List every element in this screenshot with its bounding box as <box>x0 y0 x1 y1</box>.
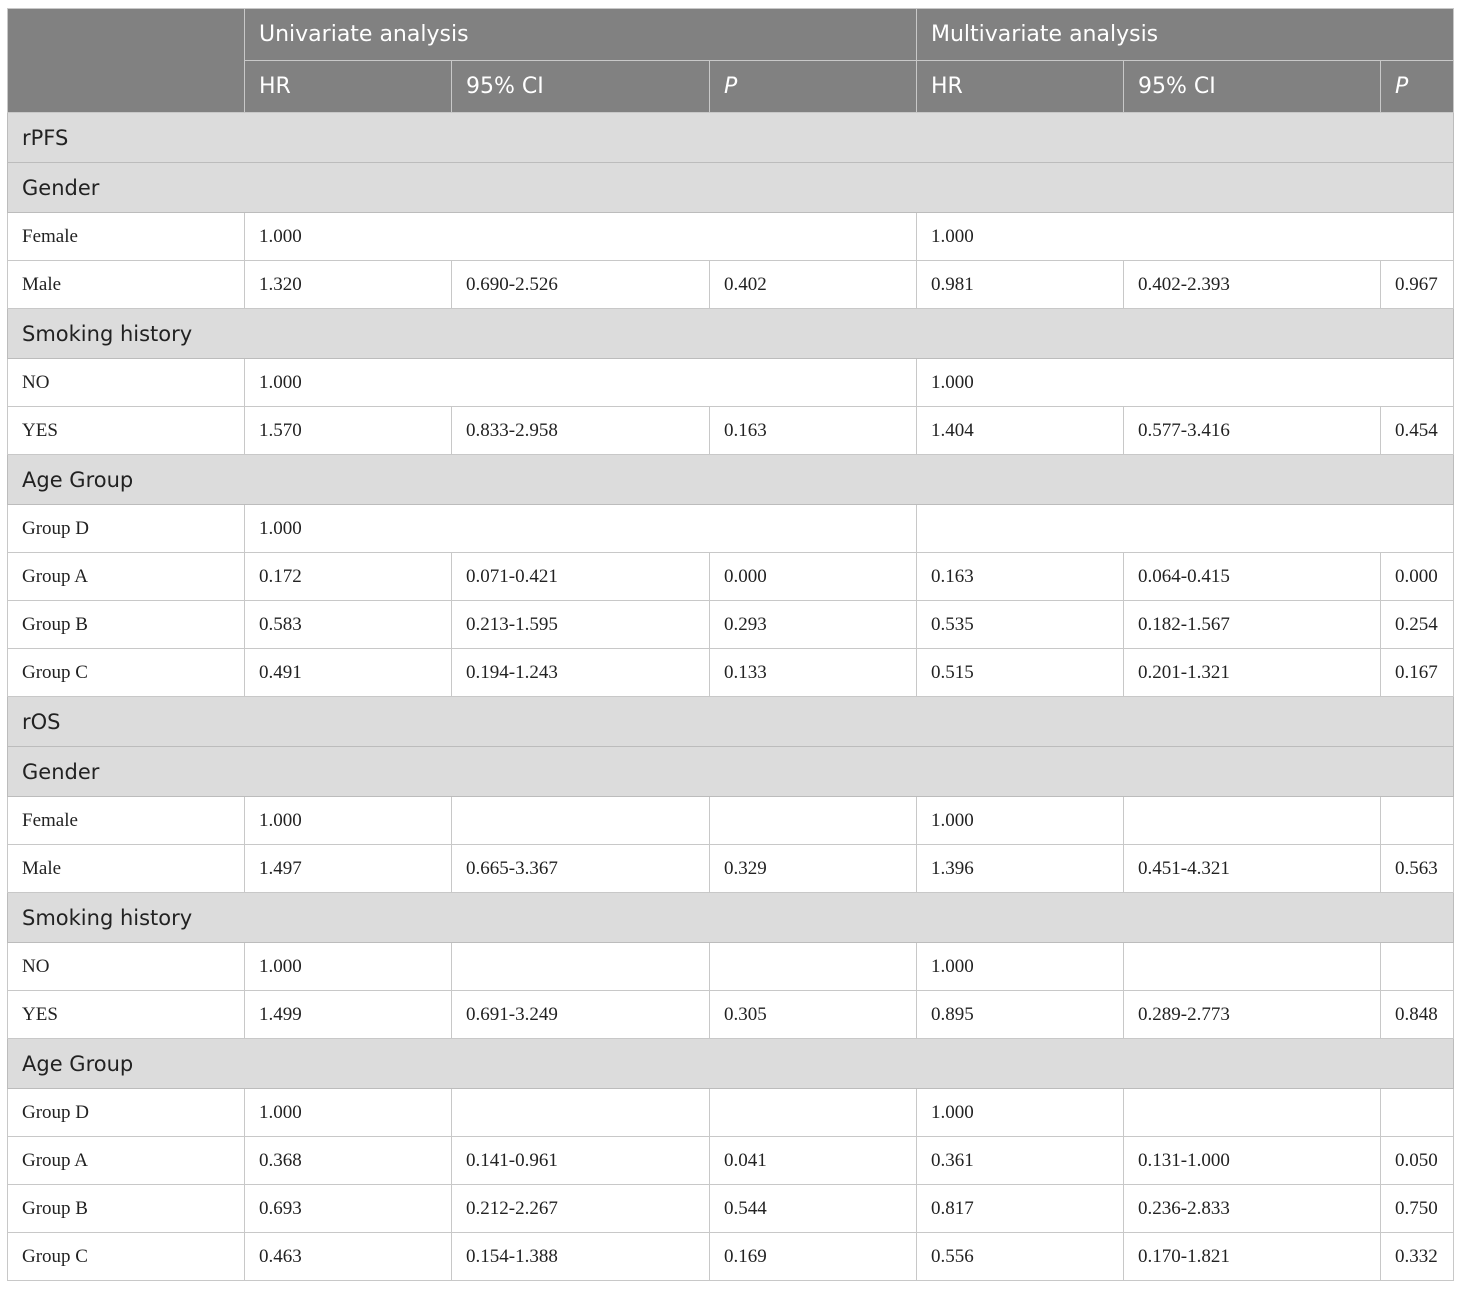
univariate-ci-cell: 0.154-1.388 <box>452 1233 710 1281</box>
header-multivariate-p: P <box>1381 61 1454 113</box>
univariate-p-cell <box>710 1089 917 1137</box>
univariate-hr-cell: 1.000 <box>245 1089 452 1137</box>
table-row <box>8 797 1454 845</box>
table-row <box>8 1233 1454 1281</box>
table-row <box>8 407 1454 455</box>
row-label: YES <box>8 991 245 1039</box>
table-row <box>8 845 1454 893</box>
multivariate-ci-cell: 0.201-1.321 <box>1124 649 1381 697</box>
section-row <box>8 113 1454 163</box>
univariate-p-cell: 0.305 <box>710 991 917 1039</box>
univariate-p-cell: 0.402 <box>710 261 917 309</box>
multivariate-ci-cell: 0.577-3.416 <box>1124 407 1381 455</box>
multivariate-hr-cell: 0.981 <box>917 261 1124 309</box>
univariate-hr-cell: 0.491 <box>245 649 452 697</box>
row-label: Female <box>8 213 245 261</box>
row-label: Group C <box>8 649 245 697</box>
univariate-ci-cell: 0.071-0.421 <box>452 553 710 601</box>
univariate-hr-cell: 1.497 <box>245 845 452 893</box>
row-label: Group A <box>8 1137 245 1185</box>
table-row <box>8 261 1454 309</box>
univariate-hr-cell: 0.463 <box>245 1233 452 1281</box>
multivariate-p-cell: 0.254 <box>1381 601 1454 649</box>
multivariate-ci-cell: 0.131-1.000 <box>1124 1137 1381 1185</box>
header-corner-cell <box>8 9 245 113</box>
univariate-ci-cell: 0.212-2.267 <box>452 1185 710 1233</box>
table-row <box>8 359 1454 407</box>
multivariate-hr-cell: 1.404 <box>917 407 1124 455</box>
univariate-ci-cell: 0.690-2.526 <box>452 261 710 309</box>
section-label: rPFS <box>8 113 1454 163</box>
section-row <box>8 893 1454 943</box>
section-label: Smoking history <box>8 893 1454 943</box>
multivariate-p-cell: 0.000 <box>1381 553 1454 601</box>
section-row <box>8 163 1454 213</box>
multivariate-hr-cell: 1.000 <box>917 359 1454 407</box>
row-label: NO <box>8 943 245 991</box>
multivariate-ci-cell: 0.451-4.321 <box>1124 845 1381 893</box>
header-univariate-hr: HR <box>245 61 452 113</box>
univariate-ci-cell: 0.213-1.595 <box>452 601 710 649</box>
table-row <box>8 553 1454 601</box>
multivariate-p-cell <box>1381 1089 1454 1137</box>
section-label: Age Group <box>8 455 1454 505</box>
row-label: Group B <box>8 1185 245 1233</box>
multivariate-p-cell: 0.050 <box>1381 1137 1454 1185</box>
multivariate-p-cell: 0.563 <box>1381 845 1454 893</box>
row-label: Group D <box>8 1089 245 1137</box>
row-label: Group B <box>8 601 245 649</box>
row-label: Female <box>8 797 245 845</box>
univariate-p-cell: 0.133 <box>710 649 917 697</box>
univariate-hr-cell: 1.000 <box>245 359 917 407</box>
multivariate-hr-cell: 1.000 <box>917 943 1124 991</box>
multivariate-hr-cell: 0.535 <box>917 601 1124 649</box>
header-univariate-p: P <box>710 61 917 113</box>
univariate-hr-cell: 1.000 <box>245 213 917 261</box>
multivariate-hr-cell: 1.000 <box>917 1089 1124 1137</box>
row-label: Male <box>8 261 245 309</box>
univariate-p-cell: 0.544 <box>710 1185 917 1233</box>
table-body <box>8 113 1454 1281</box>
multivariate-ci-cell: 0.402-2.393 <box>1124 261 1381 309</box>
multivariate-ci-cell: 0.170-1.821 <box>1124 1233 1381 1281</box>
multivariate-hr-cell: 1.396 <box>917 845 1124 893</box>
section-row <box>8 1039 1454 1089</box>
multivariate-p-cell <box>1381 797 1454 845</box>
table-row <box>8 1089 1454 1137</box>
univariate-hr-cell: 0.172 <box>245 553 452 601</box>
multivariate-hr-cell: 0.817 <box>917 1185 1124 1233</box>
univariate-ci-cell: 0.833-2.958 <box>452 407 710 455</box>
header-multivariate: Multivariate analysis <box>917 9 1454 61</box>
multivariate-hr-cell: 0.163 <box>917 553 1124 601</box>
section-row <box>8 747 1454 797</box>
univariate-p-cell: 0.000 <box>710 553 917 601</box>
multivariate-hr-cell: 1.000 <box>917 797 1124 845</box>
univariate-ci-cell: 0.194-1.243 <box>452 649 710 697</box>
univariate-hr-cell: 0.368 <box>245 1137 452 1185</box>
univariate-hr-cell: 1.000 <box>245 943 452 991</box>
table-row <box>8 505 1454 553</box>
multivariate-hr-cell: 0.515 <box>917 649 1124 697</box>
multivariate-ci-cell: 0.289-2.773 <box>1124 991 1381 1039</box>
multivariate-ci-cell <box>1124 943 1381 991</box>
multivariate-ci-cell: 0.064-0.415 <box>1124 553 1381 601</box>
row-label: Group A <box>8 553 245 601</box>
section-label: Smoking history <box>8 309 1454 359</box>
univariate-ci-cell <box>452 1089 710 1137</box>
multivariate-ci-cell <box>1124 797 1381 845</box>
section-row <box>8 455 1454 505</box>
multivariate-hr-cell <box>917 505 1454 553</box>
table-row <box>8 1137 1454 1185</box>
univariate-hr-cell: 0.583 <box>245 601 452 649</box>
row-label: Group D <box>8 505 245 553</box>
row-label: Group C <box>8 1233 245 1281</box>
multivariate-p-cell: 0.167 <box>1381 649 1454 697</box>
section-row <box>8 697 1454 747</box>
univariate-ci-cell: 0.665-3.367 <box>452 845 710 893</box>
univariate-p-cell: 0.169 <box>710 1233 917 1281</box>
multivariate-p-cell: 0.848 <box>1381 991 1454 1039</box>
multivariate-ci-cell: 0.236-2.833 <box>1124 1185 1381 1233</box>
multivariate-hr-cell: 0.361 <box>917 1137 1124 1185</box>
univariate-hr-cell: 0.693 <box>245 1185 452 1233</box>
univariate-p-cell <box>710 797 917 845</box>
univariate-ci-cell: 0.691-3.249 <box>452 991 710 1039</box>
multivariate-p-cell: 0.967 <box>1381 261 1454 309</box>
header-univariate-ci: 95% CI <box>452 61 710 113</box>
section-row <box>8 309 1454 359</box>
table-row <box>8 943 1454 991</box>
section-label: Age Group <box>8 1039 1454 1089</box>
univariate-ci-cell: 0.141-0.961 <box>452 1137 710 1185</box>
multivariate-hr-cell: 0.556 <box>917 1233 1124 1281</box>
row-label: YES <box>8 407 245 455</box>
univariate-p-cell: 0.041 <box>710 1137 917 1185</box>
section-label: Gender <box>8 747 1454 797</box>
results-table <box>7 8 1454 1281</box>
multivariate-p-cell: 0.454 <box>1381 407 1454 455</box>
header-multivariate-ci: 95% CI <box>1124 61 1381 113</box>
header-multivariate-hr: HR <box>917 61 1124 113</box>
header-univariate: Univariate analysis <box>245 9 917 61</box>
multivariate-hr-cell: 1.000 <box>917 213 1454 261</box>
univariate-p-cell <box>710 943 917 991</box>
univariate-hr-cell: 1.570 <box>245 407 452 455</box>
table-header <box>8 9 1454 113</box>
header-row-groups <box>8 9 1454 61</box>
multivariate-ci-cell <box>1124 1089 1381 1137</box>
univariate-hr-cell: 1.320 <box>245 261 452 309</box>
univariate-ci-cell <box>452 943 710 991</box>
univariate-p-cell: 0.163 <box>710 407 917 455</box>
univariate-hr-cell: 1.000 <box>245 797 452 845</box>
multivariate-p-cell: 0.332 <box>1381 1233 1454 1281</box>
row-label: NO <box>8 359 245 407</box>
section-label: Gender <box>8 163 1454 213</box>
univariate-p-cell: 0.329 <box>710 845 917 893</box>
table-row <box>8 213 1454 261</box>
multivariate-p-cell <box>1381 943 1454 991</box>
table-row <box>8 649 1454 697</box>
row-label: Male <box>8 845 245 893</box>
multivariate-ci-cell: 0.182-1.567 <box>1124 601 1381 649</box>
univariate-ci-cell <box>452 797 710 845</box>
multivariate-hr-cell: 0.895 <box>917 991 1124 1039</box>
table-row <box>8 1185 1454 1233</box>
section-label: rOS <box>8 697 1454 747</box>
univariate-hr-cell: 1.499 <box>245 991 452 1039</box>
univariate-p-cell: 0.293 <box>710 601 917 649</box>
univariate-hr-cell: 1.000 <box>245 505 917 553</box>
table-row <box>8 991 1454 1039</box>
table-row <box>8 601 1454 649</box>
multivariate-p-cell: 0.750 <box>1381 1185 1454 1233</box>
